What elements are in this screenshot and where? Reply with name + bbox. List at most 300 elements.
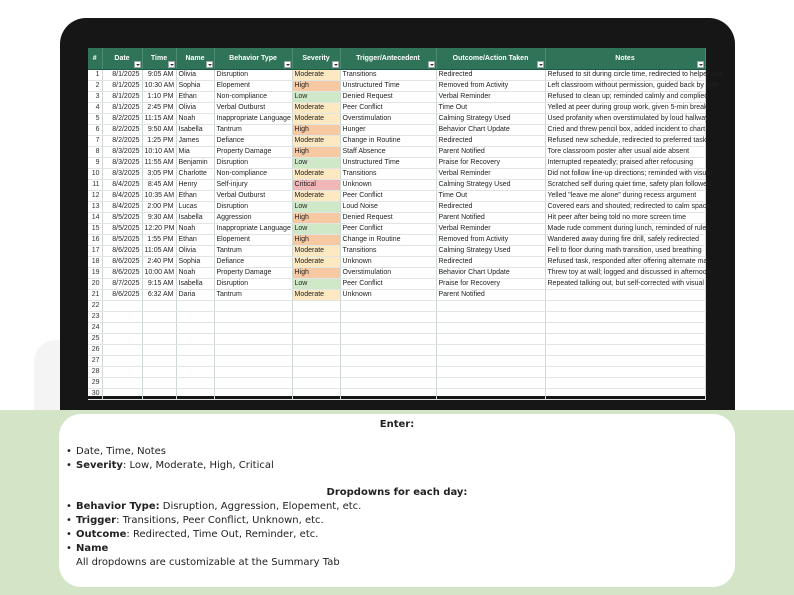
behavior-type-cell[interactable]: Elopement: [214, 81, 292, 92]
row-number[interactable]: 30: [88, 389, 102, 400]
empty-cell[interactable]: [340, 345, 436, 356]
empty-cell[interactable]: [176, 378, 214, 389]
row-number[interactable]: 21: [88, 290, 102, 301]
empty-cell[interactable]: [436, 367, 545, 378]
name-cell[interactable]: Ethan: [176, 191, 214, 202]
name-cell[interactable]: James: [176, 136, 214, 147]
outcome-cell[interactable]: Behavior Chart Update: [436, 268, 545, 279]
empty-cell[interactable]: [292, 378, 340, 389]
name-cell[interactable]: Noah: [176, 268, 214, 279]
empty-cell[interactable]: [214, 323, 292, 334]
name-cell[interactable]: Ethan: [176, 92, 214, 103]
behavior-type-cell[interactable]: Property Damage: [214, 268, 292, 279]
behavior-type-cell[interactable]: Tantrum: [214, 246, 292, 257]
severity-cell[interactable]: Low: [292, 279, 340, 290]
outcome-cell[interactable]: Calming Strategy Used: [436, 114, 545, 125]
date-cell[interactable]: 8/4/2025: [102, 180, 142, 191]
trigger-cell[interactable]: Peer Conflict: [340, 103, 436, 114]
name-cell[interactable]: Lucas: [176, 202, 214, 213]
date-cell[interactable]: 8/1/2025: [102, 70, 142, 81]
trigger-cell[interactable]: Unknown: [340, 180, 436, 191]
severity-cell[interactable]: High: [292, 268, 340, 279]
column-header[interactable]: [340, 48, 436, 70]
outcome-cell[interactable]: Redirected: [436, 257, 545, 268]
outcome-cell[interactable]: Removed from Activity: [436, 235, 545, 246]
outcome-cell[interactable]: Calming Strategy Used: [436, 246, 545, 257]
empty-cell[interactable]: [176, 356, 214, 367]
severity-cell[interactable]: High: [292, 147, 340, 158]
empty-cell[interactable]: [176, 334, 214, 345]
notes-cell[interactable]: Cried and threw pencil box, added incident to chart: [545, 125, 705, 136]
notes-cell[interactable]: Refused to clean up; reminded calmly and complied: [545, 92, 705, 103]
date-cell[interactable]: 8/4/2025: [102, 191, 142, 202]
outcome-cell[interactable]: Parent Notified: [436, 290, 545, 301]
row-number[interactable]: 15: [88, 224, 102, 235]
time-cell[interactable]: 9:05 AM: [142, 70, 176, 81]
behavior-type-cell[interactable]: Disruption: [214, 279, 292, 290]
spreadsheet-screen: [88, 48, 723, 397]
empty-cell[interactable]: [436, 345, 545, 356]
filter-dropdown-icon[interactable]: [697, 61, 704, 68]
trigger-cell[interactable]: Transitions: [340, 70, 436, 81]
name-cell[interactable]: Daria: [176, 290, 214, 301]
row-number[interactable]: 17: [88, 246, 102, 257]
name-cell[interactable]: Mia: [176, 147, 214, 158]
severity-cell[interactable]: Moderate: [292, 290, 340, 301]
dropdown-list: [66, 500, 361, 556]
enter-heading: Enter:: [379, 419, 415, 430]
outcome-cell[interactable]: Verbal Reminder: [436, 169, 545, 180]
empty-cell[interactable]: [545, 323, 705, 334]
empty-cell[interactable]: [142, 389, 176, 400]
name-cell[interactable]: Isabella: [176, 213, 214, 224]
severity-cell[interactable]: Moderate: [292, 169, 340, 180]
row-number[interactable]: 2: [88, 81, 102, 92]
trigger-cell[interactable]: Unknown: [340, 257, 436, 268]
severity-cell[interactable]: High: [292, 213, 340, 224]
notes-cell[interactable]: Scratched self during quiet time, safety plan followed: [545, 180, 705, 191]
row-number[interactable]: 3: [88, 92, 102, 103]
row-number[interactable]: 19: [88, 268, 102, 279]
time-cell[interactable]: 12:20 PM: [142, 224, 176, 235]
column-header[interactable]: [142, 48, 176, 70]
empty-cell[interactable]: [545, 389, 705, 400]
trigger-cell[interactable]: Unstructured Time: [340, 158, 436, 169]
empty-cell[interactable]: [214, 389, 292, 400]
filter-dropdown-icon[interactable]: [537, 61, 544, 68]
date-cell[interactable]: 8/6/2025: [102, 246, 142, 257]
empty-cell[interactable]: [545, 301, 705, 312]
behavior-type-cell[interactable]: Self-injury: [214, 180, 292, 191]
empty-cell[interactable]: [102, 356, 142, 367]
name-cell[interactable]: Olivia: [176, 70, 214, 81]
row-number[interactable]: 5: [88, 114, 102, 125]
notes-cell[interactable]: Used profanity when overstimulated by loud hallway: [545, 114, 705, 125]
severity-cell[interactable]: Low: [292, 202, 340, 213]
date-cell[interactable]: 8/1/2025: [102, 92, 142, 103]
time-cell[interactable]: 9:15 AM: [142, 279, 176, 290]
severity-cell[interactable]: Moderate: [292, 191, 340, 202]
outcome-cell[interactable]: Verbal Reminder: [436, 92, 545, 103]
empty-cell[interactable]: [142, 356, 176, 367]
trigger-cell[interactable]: Change in Routine: [340, 136, 436, 147]
time-cell[interactable]: 10:35 AM: [142, 191, 176, 202]
trigger-cell[interactable]: Unstructured Time: [340, 81, 436, 92]
row-number[interactable]: 13: [88, 202, 102, 213]
table-row: [88, 279, 705, 290]
empty-cell[interactable]: [436, 356, 545, 367]
date-cell[interactable]: 8/7/2025: [102, 279, 142, 290]
outcome-cell[interactable]: Redirected: [436, 136, 545, 147]
filter-dropdown-icon[interactable]: [332, 61, 339, 68]
name-cell[interactable]: Benjamin: [176, 158, 214, 169]
empty-cell[interactable]: [340, 367, 436, 378]
empty-cell[interactable]: [142, 301, 176, 312]
date-cell[interactable]: 8/1/2025: [102, 81, 142, 92]
row-number[interactable]: 27: [88, 356, 102, 367]
date-cell[interactable]: 8/3/2025: [102, 158, 142, 169]
column-header[interactable]: [102, 48, 142, 70]
time-cell[interactable]: 3:05 PM: [142, 169, 176, 180]
outcome-cell[interactable]: Time Out: [436, 103, 545, 114]
date-cell[interactable]: 8/2/2025: [102, 125, 142, 136]
time-cell[interactable]: 11:15 AM: [142, 114, 176, 125]
behavior-type-cell[interactable]: Non-compliance: [214, 92, 292, 103]
row-number[interactable]: 26: [88, 345, 102, 356]
behavior-type-cell[interactable]: Defiance: [214, 257, 292, 268]
outcome-cell[interactable]: Parent Notified: [436, 147, 545, 158]
row-number[interactable]: 1: [88, 70, 102, 81]
name-cell[interactable]: Noah: [176, 114, 214, 125]
behavior-type-cell[interactable]: Non-compliance: [214, 169, 292, 180]
name-cell[interactable]: Charlotte: [176, 169, 214, 180]
table-row: [88, 70, 705, 81]
trigger-cell[interactable]: Transitions: [340, 246, 436, 257]
empty-cell[interactable]: [292, 389, 340, 400]
empty-cell[interactable]: [292, 356, 340, 367]
outcome-cell[interactable]: Redirected: [436, 70, 545, 81]
empty-cell[interactable]: [545, 356, 705, 367]
empty-cell[interactable]: [436, 301, 545, 312]
behavior-type-cell[interactable]: Verbal Outburst: [214, 103, 292, 114]
empty-cell[interactable]: [340, 312, 436, 323]
notes-cell[interactable]: Yelled "leave me alone" during recess argument: [545, 191, 705, 202]
filter-dropdown-icon[interactable]: [206, 61, 213, 68]
severity-cell[interactable]: Moderate: [292, 257, 340, 268]
empty-cell[interactable]: [292, 323, 340, 334]
time-cell[interactable]: 2:45 PM: [142, 103, 176, 114]
empty-cell[interactable]: [176, 301, 214, 312]
trigger-cell[interactable]: Change in Routine: [340, 235, 436, 246]
row-number[interactable]: 4: [88, 103, 102, 114]
time-cell[interactable]: 8:45 AM: [142, 180, 176, 191]
behavior-type-cell[interactable]: Defiance: [214, 136, 292, 147]
behavior-type-cell[interactable]: Tantrum: [214, 125, 292, 136]
name-cell[interactable]: Sophia: [176, 257, 214, 268]
notes-cell[interactable]: Yelled at peer during group work, given 5-min break: [545, 103, 705, 114]
empty-cell[interactable]: [102, 345, 142, 356]
notes-cell[interactable]: Wandered away during fire drill, safely redirected: [545, 235, 705, 246]
date-cell[interactable]: 8/2/2025: [102, 136, 142, 147]
empty-cell[interactable]: [340, 356, 436, 367]
empty-cell[interactable]: [176, 389, 214, 400]
empty-cell[interactable]: [102, 334, 142, 345]
severity-cell[interactable]: High: [292, 125, 340, 136]
trigger-cell[interactable]: Peer Conflict: [340, 279, 436, 290]
severity-cell[interactable]: Critical: [292, 180, 340, 191]
trigger-cell[interactable]: Transitions: [340, 169, 436, 180]
empty-cell[interactable]: [102, 389, 142, 400]
empty-cell[interactable]: [142, 334, 176, 345]
empty-cell[interactable]: [176, 367, 214, 378]
row-number[interactable]: 14: [88, 213, 102, 224]
date-cell[interactable]: 8/2/2025: [102, 114, 142, 125]
trigger-cell[interactable]: Denied Request: [340, 92, 436, 103]
empty-cell[interactable]: [142, 367, 176, 378]
empty-cell[interactable]: [545, 312, 705, 323]
notes-cell[interactable]: Left classroom without permission, guided back by aide: [545, 81, 705, 92]
empty-row: [88, 367, 705, 378]
time-cell[interactable]: 2:40 PM: [142, 257, 176, 268]
date-cell[interactable]: 8/6/2025: [102, 257, 142, 268]
column-header[interactable]: [436, 48, 545, 70]
behavior-log-table: [88, 48, 723, 400]
trigger-cell[interactable]: Staff Absence: [340, 147, 436, 158]
time-cell[interactable]: 10:10 AM: [142, 147, 176, 158]
empty-cell[interactable]: [102, 367, 142, 378]
date-cell[interactable]: 8/6/2025: [102, 268, 142, 279]
time-cell[interactable]: 6:32 AM: [142, 290, 176, 301]
empty-cell[interactable]: [545, 378, 705, 389]
severity-cell[interactable]: Moderate: [292, 103, 340, 114]
empty-cell[interactable]: [102, 301, 142, 312]
severity-cell[interactable]: High: [292, 235, 340, 246]
name-cell[interactable]: Henry: [176, 180, 214, 191]
empty-cell[interactable]: [292, 367, 340, 378]
row-number[interactable]: 10: [88, 169, 102, 180]
notes-cell[interactable]: Refused new schedule, redirected to preferred task: [545, 136, 705, 147]
notes-cell[interactable]: Refused to sit during circle time, redirected to helper role: [545, 70, 705, 81]
trigger-cell[interactable]: Overstimulation: [340, 268, 436, 279]
empty-cell[interactable]: [436, 323, 545, 334]
notes-cell[interactable]: Threw toy at wall; logged and discussed in afternoon: [545, 268, 705, 279]
trigger-cell[interactable]: Peer Conflict: [340, 191, 436, 202]
filter-dropdown-icon[interactable]: [134, 61, 141, 68]
table-row: [88, 268, 705, 279]
time-cell[interactable]: 1:55 PM: [142, 235, 176, 246]
filter-dropdown-icon[interactable]: [284, 61, 291, 68]
name-cell[interactable]: Olivia: [176, 103, 214, 114]
notes-cell[interactable]: Did not follow line-up directions; reminded with visual: [545, 169, 705, 180]
row-number[interactable]: 25: [88, 334, 102, 345]
empty-cell[interactable]: [214, 367, 292, 378]
row-number[interactable]: 8: [88, 147, 102, 158]
empty-cell[interactable]: [340, 378, 436, 389]
empty-cell[interactable]: [340, 389, 436, 400]
column-header[interactable]: [214, 48, 292, 70]
date-cell[interactable]: 8/5/2025: [102, 224, 142, 235]
date-cell[interactable]: 8/5/2025: [102, 235, 142, 246]
row-number[interactable]: 20: [88, 279, 102, 290]
empty-cell[interactable]: [436, 312, 545, 323]
table-row: [88, 92, 705, 103]
row-number[interactable]: 23: [88, 312, 102, 323]
time-cell[interactable]: 11:05 AM: [142, 246, 176, 257]
empty-cell[interactable]: [436, 378, 545, 389]
row-number[interactable]: 29: [88, 378, 102, 389]
empty-cell[interactable]: [214, 356, 292, 367]
row-number[interactable]: 7: [88, 136, 102, 147]
notes-cell[interactable]: Fell to floor during math transition, used breathing: [545, 246, 705, 257]
behavior-type-cell[interactable]: Disruption: [214, 202, 292, 213]
notes-cell[interactable]: Repeated talking out, but self-corrected with visual: [545, 279, 705, 290]
notes-cell[interactable]: Refused task, responded after offering alternate mat: [545, 257, 705, 268]
trigger-cell[interactable]: Unknown: [340, 290, 436, 301]
behavior-type-cell[interactable]: Tantrum: [214, 290, 292, 301]
time-cell[interactable]: 10:30 AM: [142, 81, 176, 92]
empty-cell[interactable]: [340, 334, 436, 345]
notes-cell[interactable]: Interrupted repeatedly; praised after refocusing: [545, 158, 705, 169]
trigger-cell[interactable]: Hunger: [340, 125, 436, 136]
empty-cell[interactable]: [176, 345, 214, 356]
date-cell[interactable]: 8/6/2025: [102, 290, 142, 301]
empty-cell[interactable]: [292, 312, 340, 323]
outcome-cell[interactable]: Praise for Recovery: [436, 158, 545, 169]
outcome-cell[interactable]: Parent Notified: [436, 213, 545, 224]
notes-cell[interactable]: Made rude comment during lunch, reminded of rules: [545, 224, 705, 235]
severity-cell[interactable]: Moderate: [292, 246, 340, 257]
outcome-cell[interactable]: Praise for Recovery: [436, 279, 545, 290]
behavior-type-cell[interactable]: Disruption: [214, 158, 292, 169]
table-row: [88, 114, 705, 125]
trigger-cell[interactable]: Overstimulation: [340, 114, 436, 125]
time-cell[interactable]: 1:10 PM: [142, 92, 176, 103]
empty-cell[interactable]: [292, 345, 340, 356]
empty-cell[interactable]: [340, 323, 436, 334]
empty-cell[interactable]: [545, 367, 705, 378]
name-cell[interactable]: Noah: [176, 224, 214, 235]
row-number[interactable]: 12: [88, 191, 102, 202]
name-cell[interactable]: Isabella: [176, 125, 214, 136]
time-cell[interactable]: 1:25 PM: [142, 136, 176, 147]
notes-cell[interactable]: Hit peer after being told no more screen time: [545, 213, 705, 224]
behavior-type-cell[interactable]: Inappropriate Language: [214, 224, 292, 235]
behavior-type-cell[interactable]: Elopement: [214, 235, 292, 246]
row-number[interactable]: 28: [88, 367, 102, 378]
time-cell[interactable]: 9:50 AM: [142, 125, 176, 136]
behavior-type-cell[interactable]: Inappropriate Language: [214, 114, 292, 125]
filter-dropdown-icon[interactable]: [168, 61, 175, 68]
empty-cell[interactable]: [436, 389, 545, 400]
outcome-cell[interactable]: Verbal Reminder: [436, 224, 545, 235]
row-number[interactable]: 16: [88, 235, 102, 246]
behavior-type-cell[interactable]: Property Damage: [214, 147, 292, 158]
time-cell[interactable]: 11:55 AM: [142, 158, 176, 169]
column-header[interactable]: [88, 48, 102, 70]
severity-cell[interactable]: High: [292, 81, 340, 92]
empty-cell[interactable]: [214, 334, 292, 345]
severity-cell[interactable]: Low: [292, 224, 340, 235]
empty-cell[interactable]: [142, 378, 176, 389]
behavior-type-cell[interactable]: Aggression: [214, 213, 292, 224]
empty-cell[interactable]: [292, 301, 340, 312]
table-row: [88, 290, 705, 301]
empty-cell[interactable]: [102, 378, 142, 389]
severity-cell[interactable]: Moderate: [292, 114, 340, 125]
empty-cell[interactable]: [340, 301, 436, 312]
date-cell[interactable]: 8/5/2025: [102, 213, 142, 224]
name-cell[interactable]: Olivia: [176, 246, 214, 257]
notes-cell[interactable]: [545, 290, 705, 301]
row-number[interactable]: 6: [88, 125, 102, 136]
severity-cell[interactable]: Low: [292, 92, 340, 103]
empty-cell[interactable]: [436, 334, 545, 345]
severity-cell[interactable]: Moderate: [292, 136, 340, 147]
behavior-type-cell[interactable]: Disruption: [214, 70, 292, 81]
outcome-cell[interactable]: Redirected: [436, 202, 545, 213]
column-header[interactable]: [545, 48, 705, 70]
row-number[interactable]: 9: [88, 158, 102, 169]
empty-row: [88, 356, 705, 367]
notes-cell[interactable]: Tore classroom poster after usual aide absent: [545, 147, 705, 158]
empty-cell[interactable]: [214, 378, 292, 389]
outcome-cell[interactable]: Time Out: [436, 191, 545, 202]
empty-cell[interactable]: [214, 301, 292, 312]
time-cell[interactable]: 2:00 PM: [142, 202, 176, 213]
empty-cell[interactable]: [214, 345, 292, 356]
severity-cell[interactable]: Moderate: [292, 70, 340, 81]
date-cell[interactable]: 8/4/2025: [102, 202, 142, 213]
filter-dropdown-icon[interactable]: [428, 61, 435, 68]
severity-cell[interactable]: Low: [292, 158, 340, 169]
column-header[interactable]: [292, 48, 340, 70]
date-cell[interactable]: 8/1/2025: [102, 103, 142, 114]
empty-cell[interactable]: [545, 334, 705, 345]
time-cell[interactable]: 9:30 AM: [142, 213, 176, 224]
trigger-cell[interactable]: Loud Noise: [340, 202, 436, 213]
behavior-type-cell[interactable]: Verbal Outburst: [214, 191, 292, 202]
empty-cell[interactable]: [142, 345, 176, 356]
empty-cell[interactable]: [102, 312, 142, 323]
time-cell[interactable]: 10:00 AM: [142, 268, 176, 279]
date-cell[interactable]: 8/3/2025: [102, 169, 142, 180]
notes-cell[interactable]: Covered ears and shouted; redirected to calm space: [545, 202, 705, 213]
column-header-label: Time: [150, 55, 168, 62]
row-number[interactable]: 11: [88, 180, 102, 191]
trigger-cell[interactable]: Peer Conflict: [340, 224, 436, 235]
date-cell[interactable]: 8/3/2025: [102, 147, 142, 158]
name-cell[interactable]: Isabella: [176, 279, 214, 290]
row-number[interactable]: 22: [88, 301, 102, 312]
outcome-cell[interactable]: Removed from Activity: [436, 81, 545, 92]
row-number[interactable]: 24: [88, 323, 102, 334]
outcome-cell[interactable]: Calming Strategy Used: [436, 180, 545, 191]
name-cell[interactable]: Sophia: [176, 81, 214, 92]
empty-cell[interactable]: [176, 312, 214, 323]
empty-cell[interactable]: [142, 323, 176, 334]
empty-cell[interactable]: [545, 345, 705, 356]
empty-cell[interactable]: [142, 312, 176, 323]
empty-cell[interactable]: [176, 323, 214, 334]
column-header[interactable]: [176, 48, 214, 70]
trigger-cell[interactable]: Denied Request: [340, 213, 436, 224]
empty-cell[interactable]: [214, 312, 292, 323]
empty-cell[interactable]: [292, 334, 340, 345]
row-number[interactable]: 18: [88, 257, 102, 268]
name-cell[interactable]: Ethan: [176, 235, 214, 246]
empty-cell[interactable]: [102, 323, 142, 334]
outcome-cell[interactable]: Behavior Chart Update: [436, 125, 545, 136]
